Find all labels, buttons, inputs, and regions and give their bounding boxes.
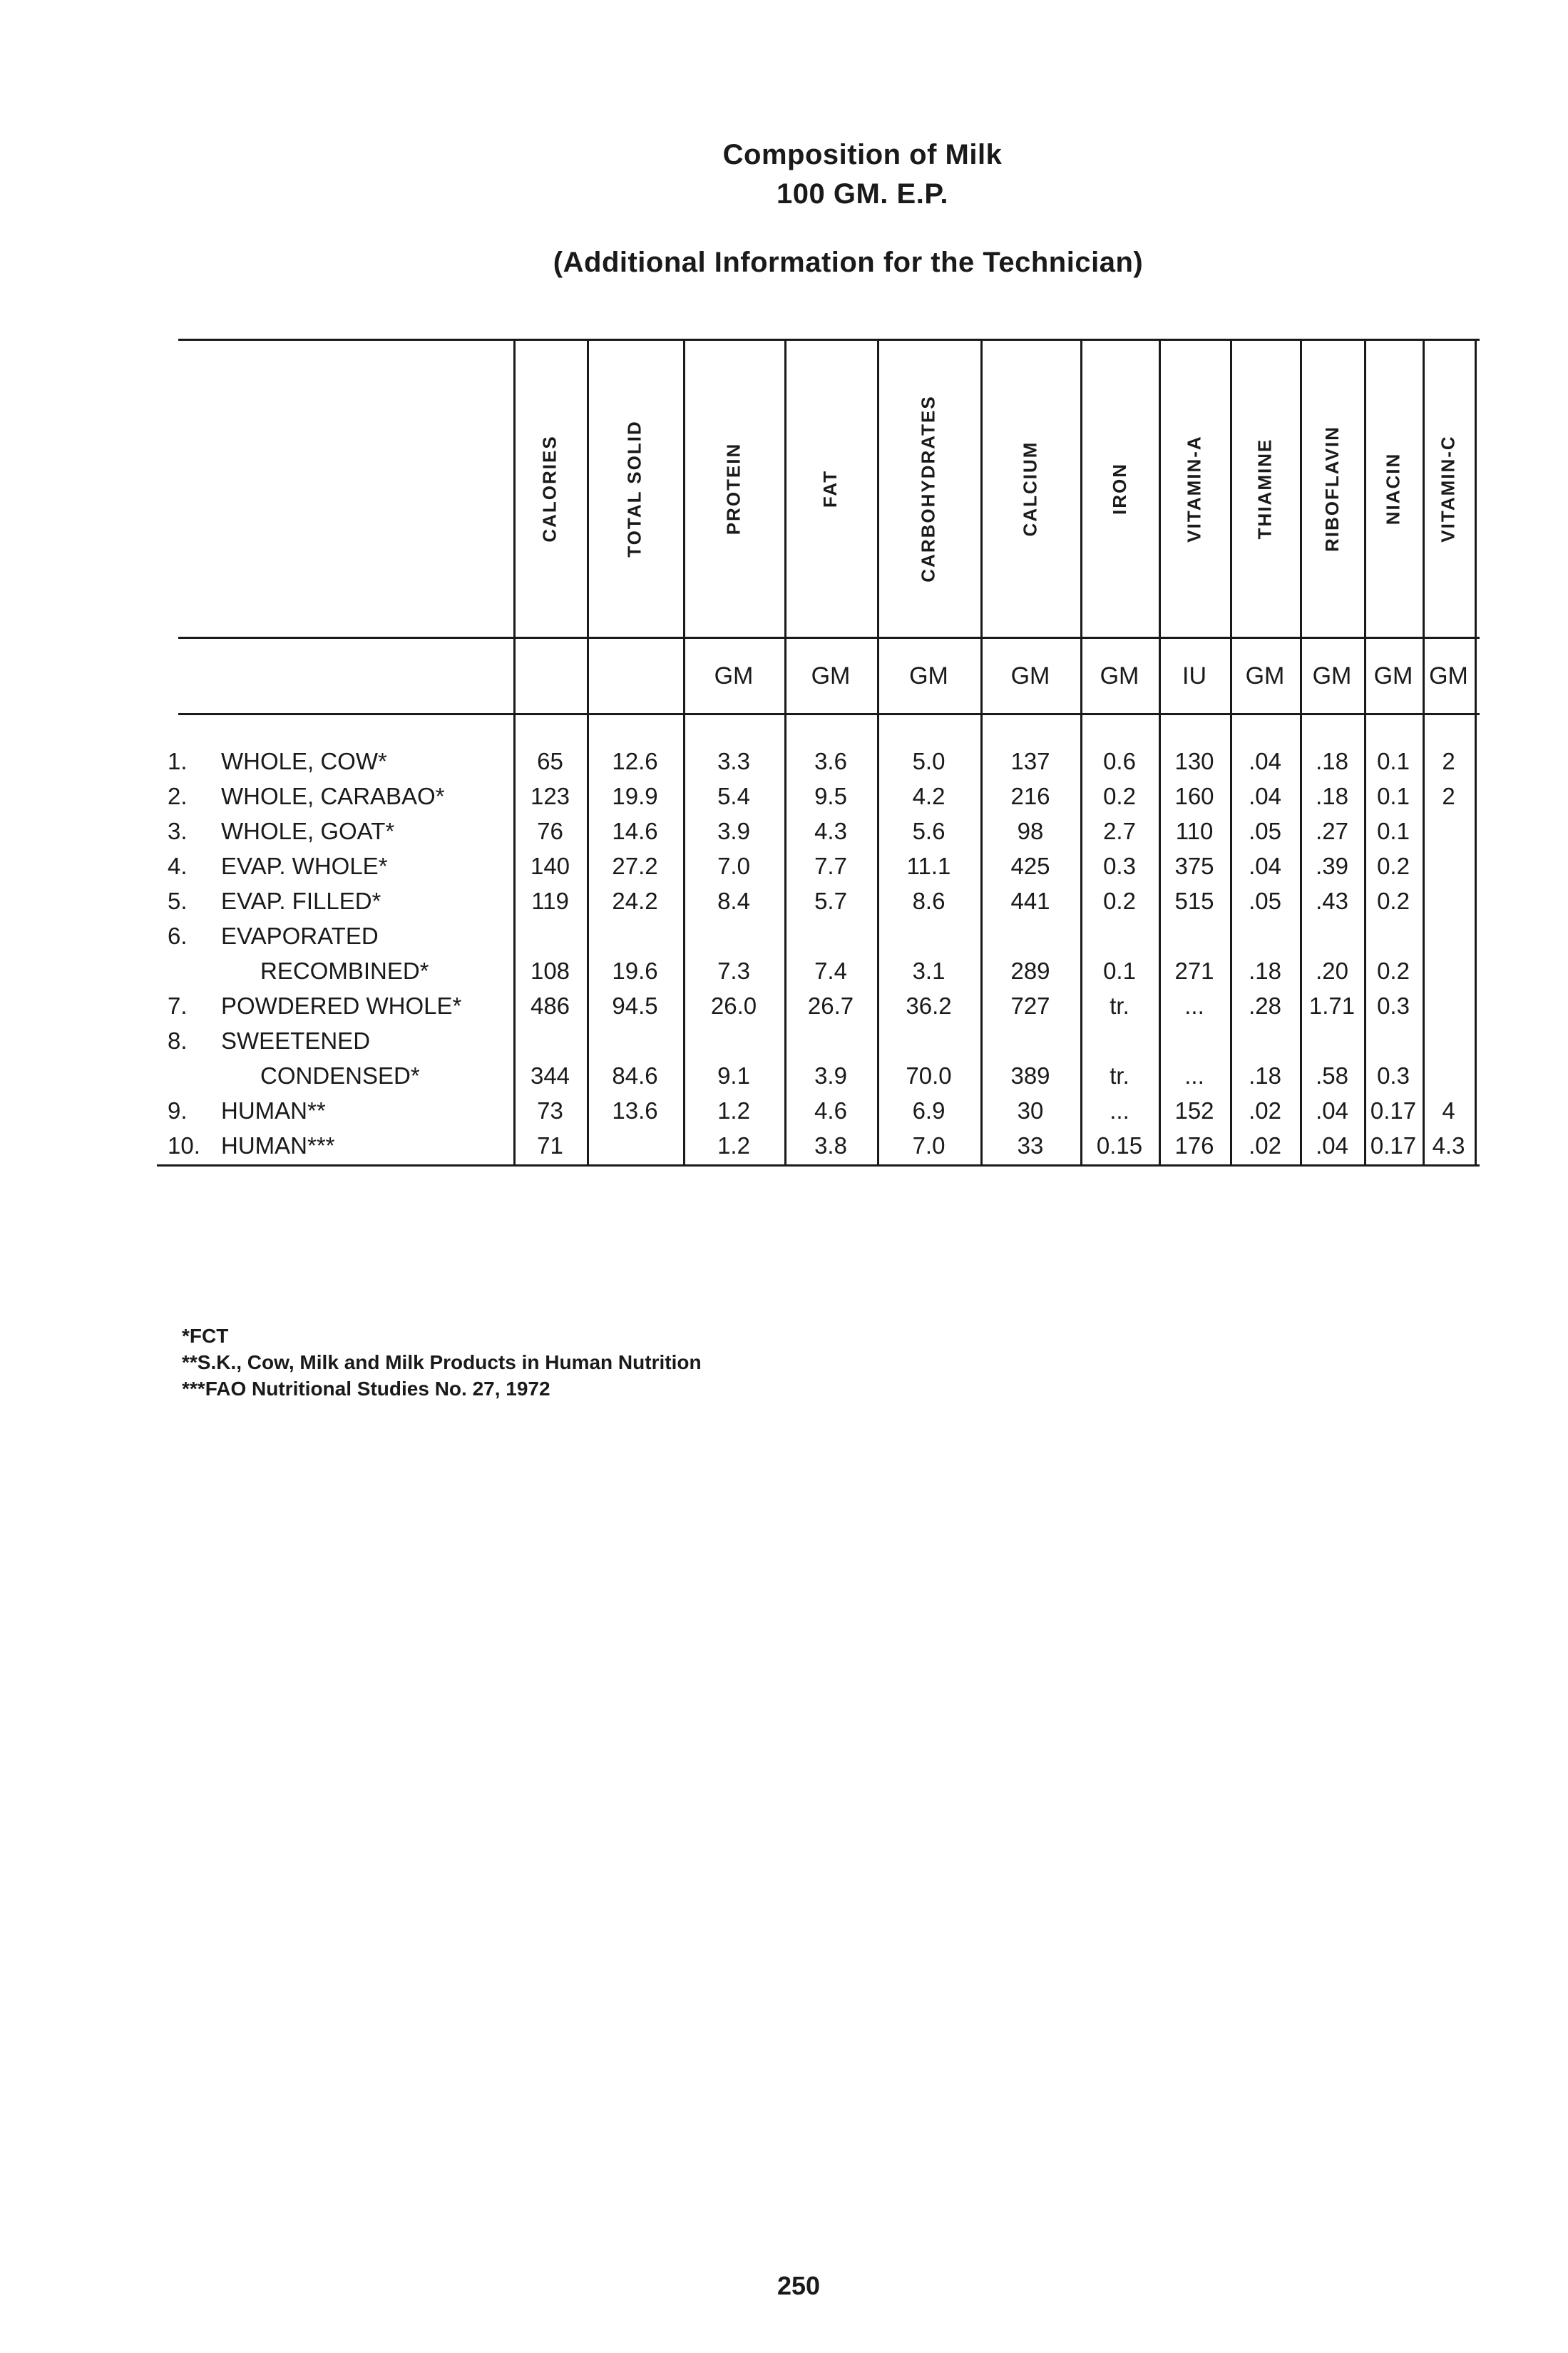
table-cell: 130	[1174, 748, 1214, 774]
column-unit: GM	[1373, 662, 1413, 690]
table-cell: 4.6	[814, 1097, 847, 1124]
column-header-label: RIBOFLAVIN	[1321, 425, 1343, 552]
column-header-label: THIAMINE	[1254, 438, 1276, 539]
table-cell: 3.3	[717, 748, 750, 774]
column-unit: GM	[1100, 662, 1139, 690]
row-label: SWEETENED	[221, 1027, 371, 1054]
table-cell: 7.7	[814, 853, 847, 879]
table-cell: 2.7	[1103, 818, 1136, 844]
table-cell: 4.3	[1432, 1132, 1465, 1159]
table-cell: 71	[537, 1132, 563, 1159]
table-cell: 0.2	[1377, 888, 1410, 914]
table-cell: 727	[1010, 993, 1050, 1019]
table-cell: 0.3	[1103, 853, 1136, 879]
table-cell: 0.3	[1377, 993, 1410, 1019]
footnote-3: ***FAO Nutritional Studies No. 27, 1972	[182, 1378, 550, 1400]
table-cell: 9.1	[717, 1062, 750, 1089]
row-number: 10.	[168, 1132, 200, 1159]
table-cell: 0.15	[1096, 1132, 1143, 1159]
row-number: 3.	[168, 818, 188, 844]
column-header	[587, 342, 683, 635]
table-cell: 5.7	[814, 888, 847, 914]
table-cell: 389	[1010, 1062, 1050, 1089]
row-label: POWDERED WHOLE*	[221, 993, 462, 1019]
table-cell: 110	[1175, 818, 1214, 844]
table-cell: 4.2	[912, 783, 946, 809]
table-cell: 140	[530, 853, 570, 879]
table-cell: 344	[530, 1062, 570, 1089]
column-header	[1364, 342, 1423, 635]
table-row	[0, 1023, 1568, 1093]
row-label: HUMAN***	[221, 1132, 335, 1159]
column-unit: GM	[1010, 662, 1050, 690]
table-cell: .04	[1316, 1132, 1348, 1159]
row-number: 5.	[168, 888, 188, 914]
row-label: EVAPORATED	[221, 923, 379, 949]
header-bottom-rule	[178, 637, 1480, 639]
column-unit: GM	[909, 662, 948, 690]
table-cell: .27	[1316, 818, 1348, 844]
table-cell: 0.17	[1370, 1132, 1417, 1159]
table-cell: 98	[1017, 818, 1044, 844]
table-cell: 94.5	[612, 993, 658, 1019]
column-unit: GM	[1429, 662, 1468, 690]
table-cell: 3.6	[814, 748, 847, 774]
table-cell: 6.9	[912, 1097, 946, 1124]
table-cell: 8.4	[717, 888, 750, 914]
table-row	[0, 814, 1568, 849]
table-cell: .04	[1249, 853, 1281, 879]
table-cell: 425	[1010, 853, 1050, 879]
table-cell: .04	[1249, 748, 1281, 774]
table-cell: 1.2	[717, 1097, 750, 1124]
table-cell: 27.2	[612, 853, 658, 879]
table-cell: 2	[1442, 783, 1455, 809]
column-header-label: VITAMIN-C	[1438, 434, 1460, 543]
table-cell: .18	[1249, 958, 1281, 984]
table-cell: 19.6	[612, 958, 658, 984]
table-cell: 5.6	[912, 818, 946, 844]
column-header	[1159, 342, 1230, 635]
table-cell: .04	[1249, 783, 1281, 809]
table-cell: 26.7	[807, 993, 854, 1019]
table-cell: 24.2	[612, 888, 658, 914]
table-cell: 0.1	[1103, 958, 1136, 984]
table-row	[0, 779, 1568, 814]
table-cell: .20	[1316, 958, 1348, 984]
table-cell: 73	[537, 1097, 563, 1124]
table-cell: 3.9	[717, 818, 750, 844]
footnotes	[182, 1323, 702, 1402]
table-cell: ...	[1184, 993, 1204, 1019]
table-cell: 3.8	[814, 1132, 847, 1159]
table-cell: .18	[1316, 783, 1348, 809]
table-cell: 76	[537, 818, 563, 844]
row-label: WHOLE, CARABAO*	[221, 783, 445, 809]
table-cell: 108	[530, 958, 570, 984]
table-cell: 8.6	[912, 888, 946, 914]
table-cell: 515	[1174, 888, 1214, 914]
units-bottom-rule	[178, 713, 1480, 715]
row-label: WHOLE, GOAT*	[221, 818, 395, 844]
footnote-1: *FCT	[182, 1325, 229, 1347]
column-header	[1080, 342, 1159, 635]
footnote-2: **S.K., Cow, Milk and Milk Products in Human Nutrition	[182, 1351, 702, 1373]
table-cell: 0.1	[1377, 748, 1410, 774]
table-cell: 0.2	[1103, 888, 1136, 914]
row-label: EVAP. WHOLE*	[221, 853, 388, 879]
column-header	[784, 342, 877, 635]
title-line-1: Composition of Milk	[722, 139, 1003, 170]
table-cell: 70.0	[906, 1062, 952, 1089]
table-cell: 11.1	[906, 853, 951, 879]
table-cell: 13.6	[612, 1097, 658, 1124]
column-header-label: CARBOHYDRATES	[918, 394, 940, 583]
table-cell: 137	[1010, 748, 1050, 774]
table-cell: 0.6	[1103, 748, 1136, 774]
table-cell: 5.0	[912, 748, 946, 774]
table-row	[0, 849, 1568, 883]
table-row	[0, 744, 1568, 779]
table-bottom-rule	[157, 1164, 1480, 1167]
table-cell: 26.0	[710, 993, 757, 1019]
table-cell: .18	[1249, 1062, 1281, 1089]
table-cell: 12.6	[612, 748, 658, 774]
table-cell: 486	[530, 993, 570, 1019]
table-cell: 0.17	[1370, 1097, 1417, 1124]
column-header-label: NIACIN	[1382, 452, 1404, 525]
column-unit: GM	[1312, 662, 1352, 690]
table-cell: 1.2	[717, 1132, 750, 1159]
column-header-label: FAT	[819, 469, 841, 508]
row-number: 9.	[168, 1097, 188, 1124]
column-header-label: CALORIES	[539, 434, 560, 543]
table-cell: .28	[1249, 993, 1281, 1019]
table-row	[0, 918, 1568, 988]
title-line-3: (Additional Information for the Technician)	[553, 247, 1144, 278]
table-cell: 289	[1010, 958, 1050, 984]
column-header	[1423, 342, 1475, 635]
table-cell: 271	[1174, 958, 1214, 984]
table-row	[0, 1128, 1568, 1163]
row-label: HUMAN**	[221, 1097, 326, 1124]
column-header	[877, 342, 980, 635]
table-cell: 84.6	[612, 1062, 658, 1089]
table-cell: 0.3	[1377, 1062, 1410, 1089]
table-cell: 0.2	[1103, 783, 1136, 809]
table-cell: tr.	[1110, 993, 1129, 1019]
table-cell: tr.	[1110, 1062, 1129, 1089]
table-cell: 30	[1017, 1097, 1044, 1124]
table-row	[0, 988, 1568, 1023]
table-cell: 2	[1442, 748, 1455, 774]
row-label-continued: RECOMBINED*	[260, 958, 429, 984]
table-cell: .04	[1316, 1097, 1348, 1124]
table-cell: .39	[1316, 853, 1348, 879]
row-number: 1.	[168, 748, 188, 774]
column-header	[1230, 342, 1300, 635]
table-cell: 123	[530, 783, 570, 809]
title-line-2: 100 GM. E.P.	[777, 178, 948, 210]
table-cell: .58	[1316, 1062, 1348, 1089]
column-header-label: TOTAL SOLID	[624, 419, 646, 558]
table-cell: .43	[1316, 888, 1348, 914]
table-cell: 3.1	[912, 958, 946, 984]
table-cell: 19.9	[612, 783, 658, 809]
table-cell: 33	[1017, 1132, 1044, 1159]
table-cell: 0.2	[1377, 853, 1410, 879]
table-cell: 7.3	[717, 958, 750, 984]
table-cell: 0.2	[1377, 958, 1410, 984]
table-row	[0, 883, 1568, 918]
column-header-label: PROTEIN	[722, 442, 744, 535]
row-label: WHOLE, COW*	[221, 748, 387, 774]
table-cell: 9.5	[814, 783, 847, 809]
table-cell: 7.0	[717, 853, 750, 879]
table-cell: 7.4	[814, 958, 847, 984]
row-label: EVAP. FILLED*	[221, 888, 381, 914]
table-cell: 5.4	[717, 783, 750, 809]
column-header	[513, 342, 587, 635]
table-cell: 176	[1174, 1132, 1214, 1159]
table-row	[0, 1093, 1568, 1128]
column-unit: GM	[1245, 662, 1285, 690]
column-header	[1300, 342, 1364, 635]
table-cell: 375	[1174, 853, 1214, 879]
table-top-rule	[178, 339, 1480, 341]
table-cell: 216	[1010, 783, 1050, 809]
table-cell: 119	[531, 888, 569, 914]
table-cell: 7.0	[912, 1132, 946, 1159]
column-header-label: IRON	[1108, 462, 1130, 515]
table-cell: .18	[1316, 748, 1348, 774]
table-cell: .02	[1249, 1132, 1281, 1159]
row-number: 2.	[168, 783, 188, 809]
row-number: 6.	[168, 923, 188, 949]
table-cell: 3.9	[814, 1062, 847, 1089]
table-cell: 160	[1174, 783, 1214, 809]
table-cell: 36.2	[906, 993, 952, 1019]
table-cell: .05	[1249, 818, 1281, 844]
row-number: 4.	[168, 853, 188, 879]
table-cell: 4	[1442, 1097, 1455, 1124]
column-header	[980, 342, 1080, 635]
row-number: 7.	[168, 993, 188, 1019]
column-unit: GM	[811, 662, 851, 690]
table-cell: .05	[1249, 888, 1281, 914]
table-cell: 441	[1010, 888, 1050, 914]
row-label-continued: CONDENSED*	[260, 1062, 420, 1089]
column-header-label: VITAMIN-A	[1183, 434, 1205, 543]
column-header-label: CALCIUM	[1019, 441, 1041, 536]
column-header	[683, 342, 784, 635]
row-number: 8.	[168, 1027, 188, 1054]
table-cell: 4.3	[814, 818, 847, 844]
table-cell: ...	[1184, 1062, 1204, 1089]
table-cell: 14.6	[612, 818, 658, 844]
table-cell: 0.1	[1377, 818, 1410, 844]
column-unit: GM	[714, 662, 754, 690]
table-cell: 1.71	[1308, 993, 1356, 1019]
column-unit: IU	[1182, 662, 1206, 690]
table-cell: .02	[1249, 1097, 1281, 1124]
table-cell: 0.1	[1377, 783, 1410, 809]
table-cell: 152	[1174, 1097, 1214, 1124]
page-number: 250	[777, 2271, 821, 2300]
table-cell: ...	[1110, 1097, 1129, 1124]
table-cell: 65	[537, 748, 563, 774]
